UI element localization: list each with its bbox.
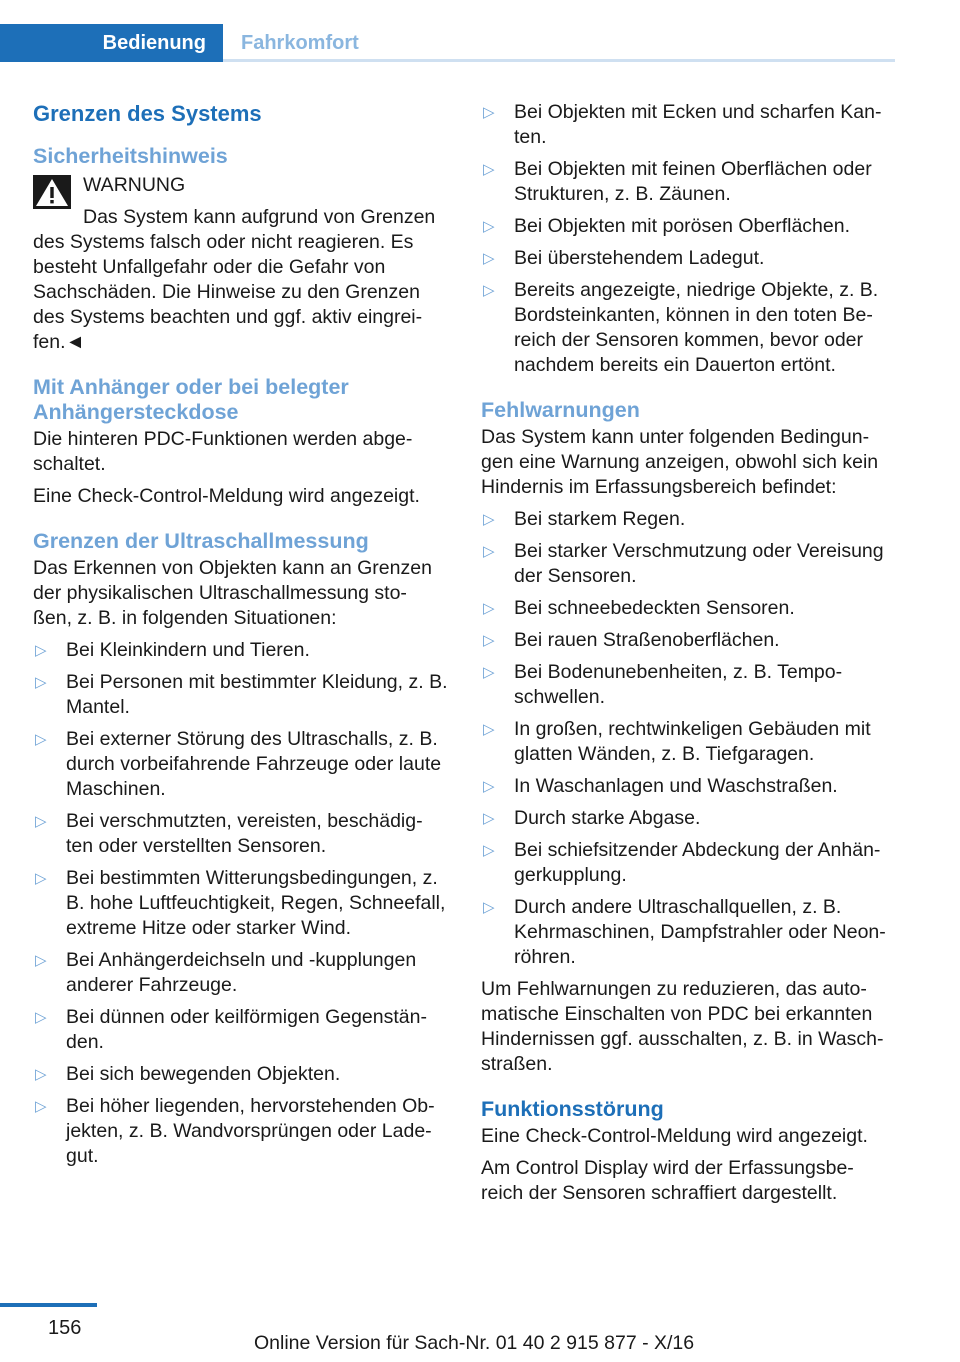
list-item: ▷ Bei Kleinkindern und Tieren. — [35, 639, 310, 661]
list-item: ▷ In großen, rechtwinkeligen Gebäuden mit glatten Wänden, z. B. Tiefgaragen. — [483, 718, 871, 765]
page-number: 156 — [48, 1317, 82, 1339]
list-item: ▷ Durch andere Ultraschallquellen, z. B. Kehrmaschinen, Dampfstrahler oder Neon‐ röhren. — [483, 896, 886, 968]
triangle-bullet-icon: ▷ — [483, 511, 495, 528]
list-item: ▷ Bei externer Störung des Ultraschalls, z. B. durch vorbeifahrende Fahrzeuge oder laute Maschinen. — [35, 728, 442, 800]
list-item: ▷ Bei starker Verschmutzung oder Vereisung der Sensoren. — [483, 540, 884, 587]
triangle-bullet-icon: ▷ — [483, 600, 495, 617]
false-warnings-list — [481, 507, 895, 970]
triangle-bullet-icon: ▷ — [483, 778, 495, 795]
list-item: ▷ Bei rauen Straßenoberflächen. — [483, 629, 780, 651]
triangle-bullet-icon: ▷ — [483, 250, 495, 267]
triangle-bullet-icon: ▷ — [483, 842, 495, 859]
triangle-bullet-icon: ▷ — [35, 813, 47, 830]
list-item: ▷ Bei Objekten mit porösen Oberflächen. — [483, 215, 851, 237]
triangle-bullet-icon: ▷ — [35, 1066, 47, 1083]
ultrasonic-list — [33, 638, 448, 1169]
trailer-paragraph-2: Eine Check-Control-Meldung wird angezeigt. — [33, 485, 420, 507]
fault-paragraph-2: Am Control Display wird der Erfassungsbe‐ reich der Sensoren schraffiert dargestellt. — [481, 1157, 854, 1204]
false-warnings-intro: Das System kann unter folgenden Bedingun‐ gen eine Warnung anzeigen, obwohl sich kein Hindernis im Erfassungsbereich befindet: — [481, 426, 879, 498]
ultrasonic-intro: Das Erkennen von Objekten kann an Grenzen der physikalischen Ultraschallmessung sto‐ ßen, z. B. in folgenden Situationen: — [33, 557, 432, 629]
list-item: ▷ Bei Objekten mit feinen Oberflächen oder Strukturen, z. B. Zäunen. — [483, 158, 872, 205]
list-item: ▷ Bei verschmutzten, vereisten, beschädig‐ ten oder verstellten Sensoren. — [35, 810, 423, 857]
tab-fahrkomfort[interactable]: Fahrkomfort — [241, 32, 359, 54]
limits-list-continued — [481, 100, 895, 378]
triangle-bullet-icon: ▷ — [483, 104, 495, 121]
list-item: ▷ Bei schiefsitzender Abdeckung der Anhän‐ gerkupplung. — [483, 839, 881, 886]
list-item: ▷ Bei Objekten mit Ecken und scharfen Kan‐ ten. — [483, 101, 882, 148]
footer-version: Online Version für Sach-Nr. 01 40 2 915 877 - X/16 — [254, 1332, 695, 1354]
triangle-bullet-icon: ▷ — [483, 664, 495, 681]
list-item: ▷ Bei dünnen oder keilförmigen Gegenstän‐ den. — [35, 1006, 427, 1053]
list-item: ▷ Bei sich bewegenden Objekten. — [35, 1063, 341, 1085]
heading-grenzen-des-systems: Grenzen des Systems — [33, 101, 262, 126]
triangle-bullet-icon: ▷ — [483, 721, 495, 738]
list-item: ▷ Bei bestimmten Witterungsbedingungen, z. B. hohe Luftfeuchtigkeit, Regen, Schneefall, extreme Hitze oder starker Wind. — [35, 867, 446, 939]
list-item: ▷ Bei Personen mit bestimmter Kleidung, z. B. Mantel. — [35, 671, 448, 718]
triangle-bullet-icon: ▷ — [483, 810, 495, 827]
list-item: ▷ Bei überstehendem Ladegut. — [483, 247, 765, 269]
triangle-bullet-icon: ▷ — [483, 161, 495, 178]
triangle-bullet-icon: ▷ — [35, 674, 47, 691]
list-item: ▷ Bei höher liegenden, hervorstehenden Ob‐ jekten, z. B. Wandvorsprüngen oder Lade‐ gut. — [35, 1095, 435, 1167]
heading-anhaenger: Mit Anhänger oder bei belegter Anhängersteckdose — [33, 375, 349, 424]
triangle-bullet-icon: ▷ — [35, 642, 47, 659]
fault-paragraph-1: Eine Check-Control-Meldung wird angezeigt. — [481, 1125, 868, 1147]
tab-bedienung[interactable]: Bedienung — [0, 24, 223, 62]
warning-icon — [33, 175, 71, 209]
list-item: ▷ Bei Bodenunebenheiten, z. B. Tempo‐ schwellen. — [483, 661, 843, 708]
triangle-bullet-icon: ▷ — [35, 870, 47, 887]
warning-text: Das System kann aufgrund von Grenzen des Systems falsch oder nicht reagieren. Es besteht Unfallgefahr oder die Gefahr von Sachschäden. Die Hinweise zu den Grenzen des Systems beachten und ggf. aktiv eingrei‐ fen.◄ — [33, 206, 436, 353]
heading-sicherheitshinweis: Sicherheitshinweis — [33, 144, 228, 168]
list-item: ▷ Bei schneebedeckten Sensoren. — [483, 597, 795, 619]
warning-label: WARNUNG — [83, 174, 186, 196]
heading-funktionsstoerung: Funktionsstörung — [481, 1097, 664, 1121]
list-item: ▷ Bei starkem Regen. — [483, 508, 686, 530]
list-item: ▷ Bereits angezeigte, niedrige Objekte, z. B. Bordsteinkanten, können in den toten Be‐ reich der Sensoren kommen, bevor oder nachdem bereits ein Dauerton ertönt. — [483, 279, 879, 376]
left-column — [33, 100, 448, 1176]
list-item: ▷ In Waschanlagen und Waschstraßen. — [483, 775, 838, 797]
triangle-bullet-icon: ▷ — [483, 218, 495, 235]
list-item: ▷ Durch starke Abgase. — [483, 807, 701, 829]
triangle-bullet-icon: ▷ — [35, 952, 47, 969]
triangle-bullet-icon: ▷ — [483, 543, 495, 560]
tab-underline — [223, 59, 895, 62]
triangle-bullet-icon: ▷ — [35, 731, 47, 748]
triangle-bullet-icon: ▷ — [35, 1009, 47, 1026]
list-item: ▷ Bei Anhängerdeichseln und -kupplungen anderer Fahrzeuge. — [35, 949, 417, 996]
page-number-bar — [0, 1303, 97, 1307]
triangle-bullet-icon: ▷ — [35, 1098, 47, 1115]
triangle-bullet-icon: ▷ — [483, 899, 495, 916]
right-column — [481, 100, 895, 1213]
heading-ultraschallmessung: Grenzen der Ultraschallmessung — [33, 529, 369, 553]
false-warnings-outro: Um Fehlwarnungen zu reduzieren, das auto‐ matische Einschalten von PDC bei erkannten Hindernissen ggf. ausschalten, z. B. in Wasch‐ straßen. — [481, 978, 884, 1075]
chapter-tabbar — [0, 24, 895, 62]
heading-fehlwarnungen: Fehlwarnungen — [481, 398, 640, 422]
warning-box — [33, 173, 448, 355]
triangle-bullet-icon: ▷ — [483, 282, 495, 299]
trailer-paragraph-1: Die hinteren PDC-Funktionen werden abge‐ schaltet. — [33, 428, 413, 475]
triangle-bullet-icon: ▷ — [483, 632, 495, 649]
